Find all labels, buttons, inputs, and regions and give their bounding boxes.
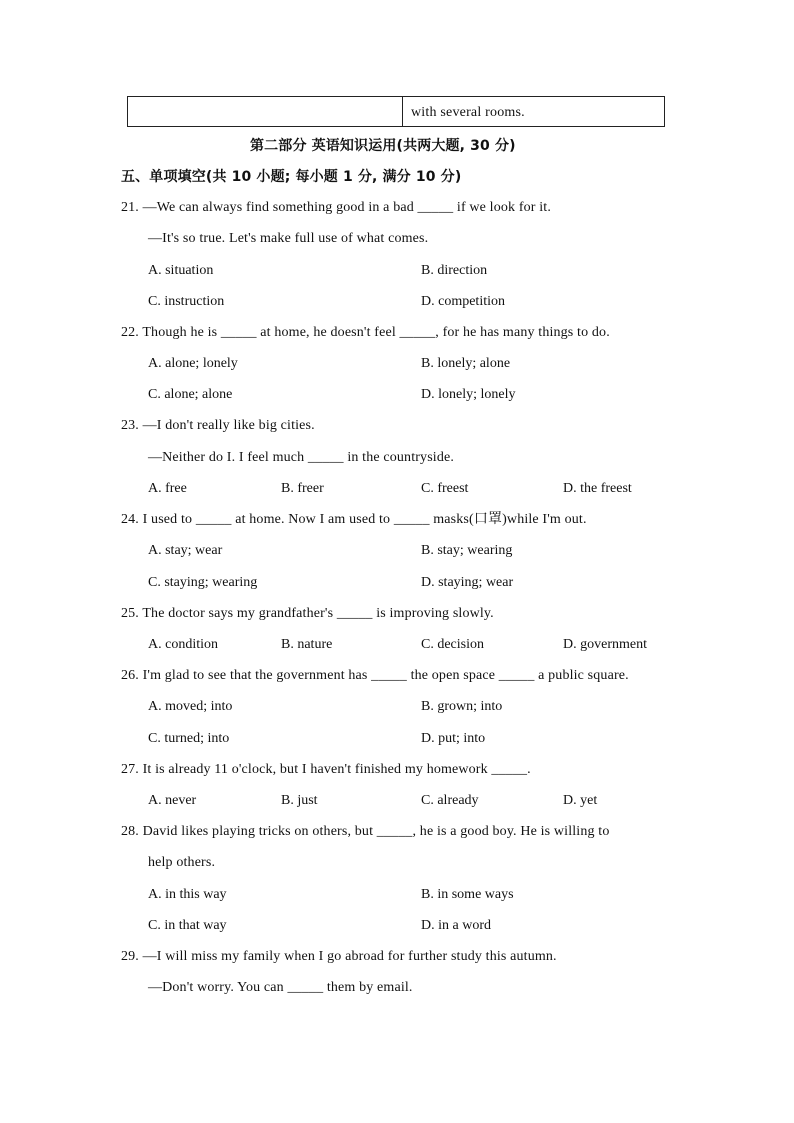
question-28-stem-continued: help others. xyxy=(148,855,216,870)
question-26-option-d: D. put; into xyxy=(421,731,486,746)
question-26-option-c: C. turned; into xyxy=(148,731,230,746)
question-26-option-b: B. grown; into xyxy=(421,699,503,714)
question-21-option-a: A. situation xyxy=(148,263,214,278)
answer-table-row xyxy=(127,96,665,127)
question-28-option-d: D. in a word xyxy=(421,918,491,933)
question-21-option-b: B. direction xyxy=(421,263,488,278)
question-25-option-b: B. nature xyxy=(281,637,333,652)
table-cell-right: with several rooms. xyxy=(411,105,525,120)
question-22-option-a: A. alone; lonely xyxy=(148,356,238,371)
question-23-option-b: B. freer xyxy=(281,481,324,496)
question-27-option-d: D. yet xyxy=(563,793,598,808)
question-24-option-d: D. staying; wear xyxy=(421,575,514,590)
question-27-option-a: A. never xyxy=(148,793,197,808)
question-29-stem: 29. —I will miss my family when I go abroad for further study this autumn. xyxy=(121,949,557,964)
question-25-option-c: C. decision xyxy=(421,637,484,652)
question-21-option-d: D. competition xyxy=(421,294,505,309)
question-22-option-b: B. lonely; alone xyxy=(421,356,511,371)
question-21-stem: 21. —We can always find something good in a bad _____ if we look for it. xyxy=(121,200,551,215)
question-28-option-c: C. in that way xyxy=(148,918,227,933)
question-22-option-d: D. lonely; lonely xyxy=(421,387,516,402)
question-25-option-a: A. condition xyxy=(148,637,218,652)
question-24-option-b: B. stay; wearing xyxy=(421,543,513,558)
question-21-stem-reply: —It's so true. Let's make full use of what comes. xyxy=(148,231,429,246)
question-24-option-a: A. stay; wear xyxy=(148,543,223,558)
question-23-option-d: D. the freest xyxy=(563,481,632,496)
question-24-stem: 24. I used to _____ at home. Now I am used to _____ masks(口罩)while I'm out. xyxy=(121,512,587,527)
question-27-option-c: C. already xyxy=(421,793,479,808)
question-27-stem: 27. It is already 11 o'clock, but I haven't finished my homework _____. xyxy=(121,762,531,777)
table-cell-left xyxy=(128,97,403,126)
question-25-stem: 25. The doctor says my grandfather's _____ is improving slowly. xyxy=(121,606,494,621)
question-26-option-a: A. moved; into xyxy=(148,699,233,714)
question-22-option-c: C. alone; alone xyxy=(148,387,233,402)
question-28-option-a: A. in this way xyxy=(148,887,227,902)
question-23-stem: 23. —I don't really like big cities. xyxy=(121,418,315,433)
question-23-option-a: A. free xyxy=(148,481,187,496)
question-26-stem: 26. I'm glad to see that the government has _____ the open space _____ a public square. xyxy=(121,668,629,683)
question-27-option-b: B. just xyxy=(281,793,318,808)
question-23-option-c: C. freest xyxy=(421,481,469,496)
question-28-stem: 28. David likes playing tricks on others, but _____, he is a good boy. He is willing to xyxy=(121,824,610,839)
part-title: 第二部分 英语知识运用(共两大题, 30 分) xyxy=(250,138,516,154)
question-29-stem-reply: —Don't worry. You can _____ them by email. xyxy=(148,980,413,995)
question-21-option-c: C. instruction xyxy=(148,294,225,309)
question-23-stem-reply: —Neither do I. I feel much _____ in the countryside. xyxy=(148,450,454,465)
question-22-stem: 22. Though he is _____ at home, he doesn't feel _____, for he has many things to do. xyxy=(121,325,610,340)
question-28-option-b: B. in some ways xyxy=(421,887,514,902)
question-25-option-d: D. government xyxy=(563,637,647,652)
question-24-option-c: C. staying; wearing xyxy=(148,575,258,590)
section-title: 五、单项填空(共 10 小题; 每小题 1 分, 满分 10 分) xyxy=(121,169,462,185)
